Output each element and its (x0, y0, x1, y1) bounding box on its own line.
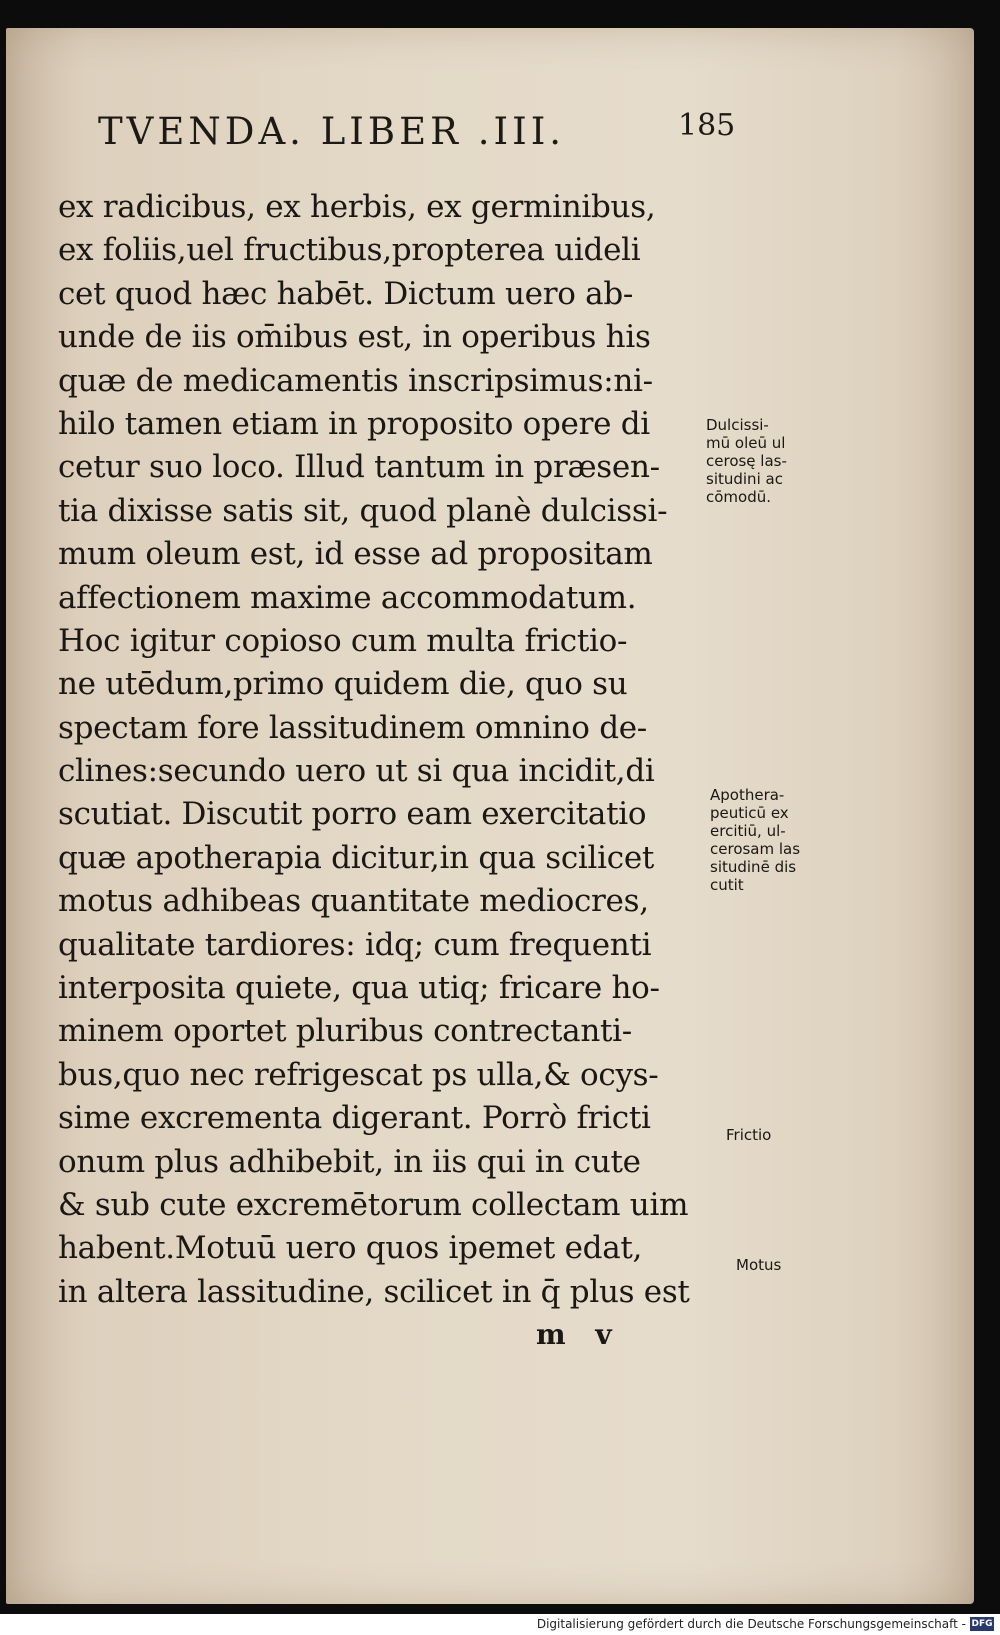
text-line: cetur suo loco. Illud tantum in præsen- (58, 449, 660, 486)
marginal-note-line: Motus (736, 1256, 782, 1274)
text-line: minem oportet pluribus contrectanti- (58, 1013, 632, 1050)
text-line: mum oleum est, id esse ad propositam (58, 536, 653, 573)
page-number: 185 (678, 108, 736, 143)
marginal-note-line: situdinē dis (710, 858, 797, 876)
text-line: in altera lassitudine, scilicet in q̄ plus est (58, 1273, 690, 1310)
marginal-note (706, 416, 836, 506)
marginal-note-line: Dulcissi- (706, 416, 769, 434)
text-line: Hoc igitur copioso cum multa frictio- (58, 622, 628, 659)
text-line: ex foliis,uel fructibus,propterea uideli (58, 232, 641, 269)
text-line: hilo tamen etiam in proposito opere di (58, 405, 650, 442)
body-text (58, 186, 698, 1314)
text-line: scutiat. Discutit porro eam exercitatio (58, 796, 647, 833)
text-line: tia dixisse satis sit, quod planè dulcissi- (58, 492, 668, 529)
text-line: unde de iis om̄ibus est, in operibus his (58, 319, 651, 356)
text-line: quæ de medicamentis inscripsimus:ni- (58, 362, 653, 399)
text-line: sime excrementa digerant. Porrò fricti (58, 1100, 651, 1137)
text-line: clines:secundo uero ut si qua incidit,di (58, 753, 655, 790)
text-line: & sub cute excremētorum collectam uim (58, 1186, 689, 1223)
text-line: qualitate tardiores: idq; cum frequenti (58, 926, 652, 963)
text-line: cet quod hæc habēt. Dictum uero ab- (58, 275, 634, 312)
text-line: affectionem maxime accommodatum. (58, 579, 637, 616)
marginal-note (726, 1126, 856, 1144)
marginal-note-line: cerosam las (710, 840, 801, 858)
marginal-note (736, 1256, 866, 1274)
footer-credit: Digitalisierung gefördert durch die Deutsche Forschungsgemeinschaft - (536, 1617, 966, 1631)
footer-bar (0, 1614, 1000, 1635)
marginal-note-line: Apothera- (710, 786, 785, 804)
text-line: bus,quo nec refrigescat ps ulla,& ocys- (58, 1056, 659, 1093)
book-page (6, 28, 974, 1604)
marginal-note-line: cutit (710, 876, 744, 894)
running-head (98, 108, 736, 170)
marginal-note-line: mū oleū ul (706, 434, 786, 452)
marginal-note (710, 786, 840, 894)
text-line: ne utēdum,primo quidem die, quo su (58, 666, 628, 703)
marginal-note-line: situdini ac (706, 470, 783, 488)
text-line: quæ apotherapia dicitur,in qua scilicet (58, 839, 655, 876)
marginal-note-line: Frictio (726, 1126, 772, 1144)
marginal-note-line: peuticū ex (710, 804, 789, 822)
marginal-note-line: cerosę las- (706, 452, 787, 470)
text-line: motus adhibeas quantitate mediocres, (58, 883, 649, 920)
marginal-note-line: cōmodū. (706, 488, 772, 506)
marginal-note-line: ercitiū, ul- (710, 822, 786, 840)
dfg-logo: DFG (971, 1619, 993, 1629)
text-line: habent.Motuū uero quos ipemet edat, (58, 1230, 643, 1267)
text-line: interposita quiete, qua utiq; fricare ho- (58, 970, 660, 1007)
signature-mark: m v (536, 1318, 622, 1351)
text-line: onum plus adhibebit, in iis qui in cute (58, 1143, 641, 1180)
running-head-title: TVENDA. LIBER .III. (98, 110, 566, 153)
text-line: spectam fore lassitudinem omnino de- (58, 709, 647, 746)
text-line: ex radicibus, ex herbis, ex germinibus, (58, 189, 656, 225)
